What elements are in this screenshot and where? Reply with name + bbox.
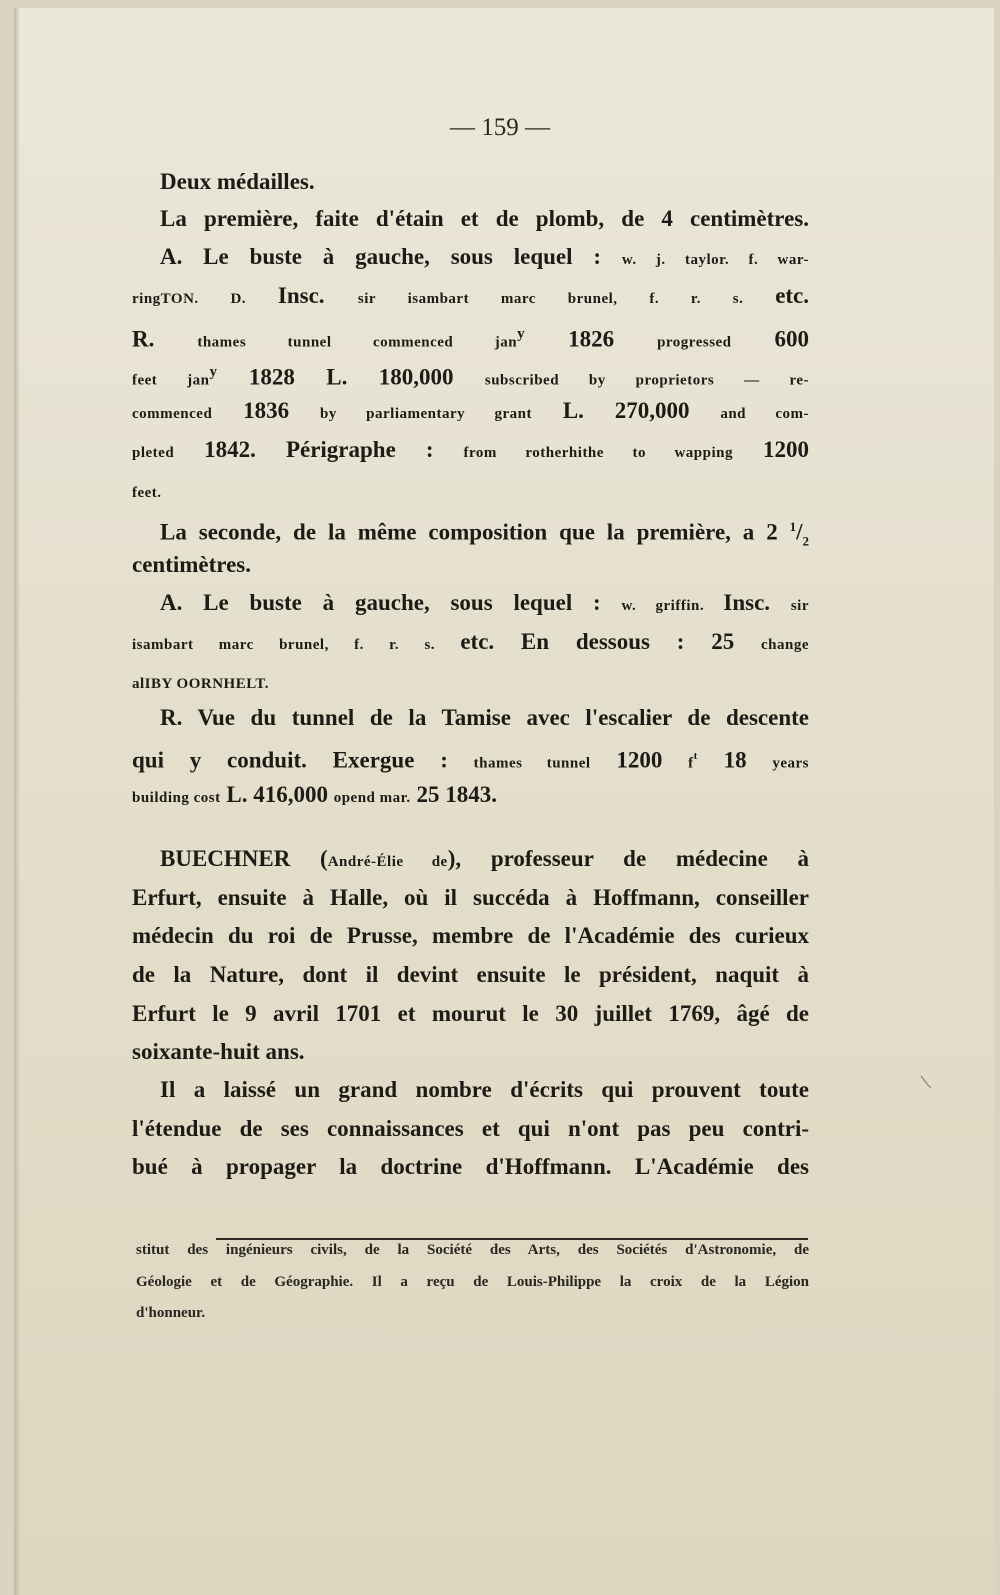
text-line: isambart marc brunel, f. r. s. etc. En dessous : 25 change bbox=[132, 629, 809, 654]
footnote-line: stitut des ingénieurs civils, de la Société des Arts, des Sociétés d'Astronomie, de bbox=[136, 1242, 809, 1258]
text-line: BUECHNER (André-Élie de), professeur de médecine à bbox=[160, 846, 809, 871]
text-line: R. Vue du tunnel de la Tamise avec l'escalier de descente bbox=[160, 705, 809, 730]
text-line: bué à propager la doctrine d'Hoffmann. L'Académie des bbox=[132, 1154, 809, 1179]
text-line: pleted 1842. Périgraphe : from rotherhithe to wapping 1200 bbox=[132, 437, 809, 462]
text-line: building cost L. 416,000 opend mar. 25 1843. bbox=[132, 782, 497, 807]
text-line: Deux médailles. bbox=[160, 169, 315, 194]
footnote-line: d'honneur. bbox=[136, 1305, 206, 1321]
text-line: La seconde, de la même composition que la première, a 2 $^1/_2$ bbox=[160, 519, 809, 549]
text-line: A. Le buste à gauche, sous lequel : w. griffin. Insc. sir bbox=[160, 590, 809, 615]
text-line: ringTON. D. Insc. sir isambart marc brunel, f. r. s. etc. bbox=[132, 283, 810, 308]
text-line: Il a laissé un grand nombre d'écrits qui prouvent toute bbox=[160, 1077, 809, 1102]
page-number: — 159 — bbox=[450, 114, 550, 141]
text-line: A. Le buste à gauche, sous lequel : w. j. taylor. f. war- bbox=[160, 244, 809, 269]
page-edge-shadow bbox=[14, 8, 20, 1595]
text-line: feet jan$^y$ 1828 L. 180,000 subscribed by proprietors — re- bbox=[132, 364, 809, 390]
stray-mark bbox=[920, 1075, 932, 1089]
text-line: centimètres. bbox=[132, 552, 251, 577]
text-line: de la Nature, dont il devint ensuite le président, naquit à bbox=[132, 962, 809, 987]
text-line: Erfurt, ensuite à Halle, où il succéda à Hoffmann, conseiller bbox=[132, 885, 809, 910]
text-line: feet. bbox=[132, 485, 162, 501]
text-line: qui y conduit. Exergue : thames tunnel 1200 $f^t$ 18 years bbox=[132, 747, 809, 773]
text-line: l'étendue de ses connaissances et qui n'ont pas peu contri- bbox=[132, 1116, 809, 1141]
text-line: R. thames tunnel commenced jan$^y$ 1826 progressed 600 bbox=[132, 326, 810, 352]
text-line: Erfurt le 9 avril 1701 et mourut le 30 juillet 1769, âgé de bbox=[132, 1001, 809, 1026]
footnote-line: Géologie et de Géographie. Il a reçu de Louis-Philippe la croix de la Légion bbox=[136, 1274, 809, 1290]
text-line: alIBY OORNHELT. bbox=[132, 676, 269, 692]
text-line: soixante-huit ans. bbox=[132, 1039, 305, 1064]
text-line: médecin du roi de Prusse, membre de l'Académie des curieux bbox=[132, 923, 809, 948]
text-line: La première, faite d'étain et de plomb, de 4 centimètres. bbox=[160, 206, 809, 231]
text-line: commenced 1836 by parliamentary grant L. 270,000 and com- bbox=[132, 398, 809, 423]
